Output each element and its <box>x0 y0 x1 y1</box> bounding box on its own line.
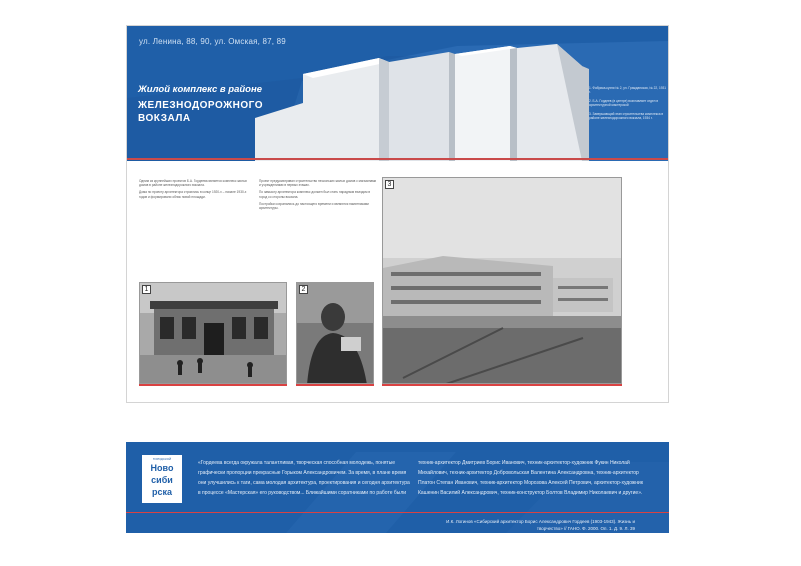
quote-left: «Гордеева всегда окружала талантливая, творческая способная молодежь, понятые графически пропорции прекрасные Горыком Александровичем. За время, в плане время они улучшились к таги, сама молодая архитектура, проектирования и сегодня архитектура в процессе «Мастерская» его руководством... Ближайшими соратниками по работе были <box>198 460 410 496</box>
photo-number: 3 <box>385 180 394 189</box>
novosibirsk-logo <box>142 455 182 503</box>
photo-captions <box>589 86 667 125</box>
photo-number: 2 <box>299 285 308 294</box>
paragraph: Дома по проекту архитектора строились в конце 1920-х – начале 1930-х годов и формировали облик новой площади. <box>139 190 247 199</box>
title-banner <box>127 26 668 161</box>
photo-2 <box>296 282 374 384</box>
caption-3: 3. Завершающий этап строительства комплекса в районе железнодорожного вокзала, 1934 г. <box>589 112 664 120</box>
article-column-2 <box>259 179 377 213</box>
quote-banner <box>126 442 669 533</box>
logo-line-2: сиби <box>151 475 173 485</box>
caption-2: 2. Б.А. Гордеев (в центре) возглавляет отдел в архитектурной мастерской <box>589 99 659 107</box>
red-divider <box>126 512 669 513</box>
kitchen-factory-photo <box>140 283 287 384</box>
paragraph: Проект предусматривал строительство нескольких жилых домов с магазинами и учреждениями в первых этажах. <box>259 179 377 188</box>
portrait-photo <box>297 283 374 384</box>
residential-complex-photo <box>383 178 622 384</box>
photo-number: 1 <box>142 285 151 294</box>
quote-right: техник-архитектор Дмитриев Борис Иванович, техник-архитектор-художник Фукин Николай Михайлович, техник-архитектор Добровольская Валентина Александровна, техник-архитектор Платон Степан Иванович, техник-архитектор Морозова Алексей Петрович, архитектор-художник Кашенин Василий Александрович, техник-конструктор Болтов Владимир Николаевич и другие». <box>418 460 644 496</box>
title-line-1: Жилой комплекс в районе <box>138 84 262 95</box>
photo-1 <box>139 282 287 384</box>
article-column-1 <box>139 179 249 202</box>
logo-caption: ГОРОДСКОЙ <box>152 457 172 461</box>
logo-line-3: рска <box>151 487 172 497</box>
photo-3 <box>382 177 622 384</box>
title-line-3: ВОКЗАЛА <box>138 113 191 124</box>
photo-3-underline <box>382 384 622 386</box>
citation: И.К. Логинов «Сибирский архитектор Борис Александрович Гордеев (1903-1943). Жизнь и творчество» // ГАНО. Ф. 2000. Оп. 1. Д. 9. Л. 39 <box>446 519 635 531</box>
paragraph: Одним из крупнейших проектов Б.А. Гордеева является комплекс жилых домов в районе железнодорожного вокзала. <box>139 179 247 188</box>
title-block <box>127 76 303 136</box>
paragraph: По замыслу архитектора комплекс должен был стать парадным въездом в город со стороны вокзала. <box>259 190 371 199</box>
paragraph: Постройки сохранились до настоящего времени и являются памятниками архитектуры. <box>259 201 369 211</box>
photo-2-underline <box>296 384 374 386</box>
title-line-2: ЖЕЛЕЗНОДОРОЖНОГО <box>138 100 263 111</box>
photo-1-underline <box>139 384 287 386</box>
logo-line-1: Ново <box>150 463 174 473</box>
exhibit-panel <box>126 25 669 403</box>
address-text: ул. Ленина, 88, 90, ул. Омская, 87, 89 <box>139 37 286 46</box>
caption-1: 1. Фабрика-кухня № 2, ул. Гражданская, № 22, 1931 г. <box>589 86 667 94</box>
